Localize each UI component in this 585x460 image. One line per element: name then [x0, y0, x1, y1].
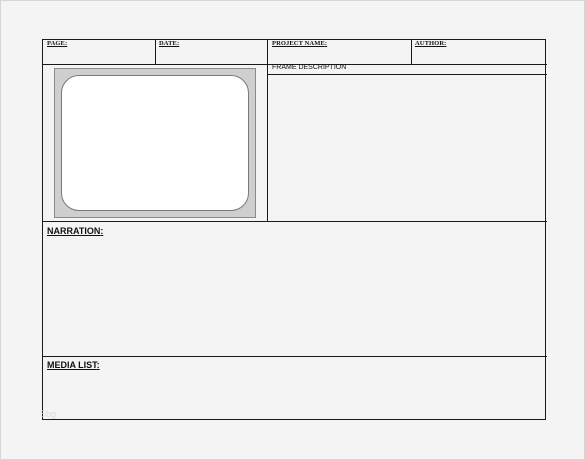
page-label: PAGE : — [47, 40, 67, 47]
watermark-text: Sbg — [40, 409, 57, 419]
frame-description-label: FRAME DESCRIPTION — [272, 64, 347, 71]
media-list-label: MEDIA LIST : — [47, 360, 100, 370]
storyboard-sheet — [42, 39, 546, 420]
main-vertical-divider — [267, 40, 268, 222]
author-label: AUTHOR : — [415, 40, 446, 47]
frame-placeholder — [54, 68, 256, 218]
project-name-label: PROJECT NAME : — [272, 40, 327, 47]
media-top-divider — [43, 356, 547, 357]
frame-screen — [61, 75, 249, 211]
narration-top-divider — [43, 221, 547, 222]
header-split-project-author — [411, 40, 412, 64]
header-divider-left — [43, 64, 267, 65]
narration-label: NARRATION : — [47, 226, 103, 236]
header-split-page-date — [155, 40, 156, 64]
date-label: DATE : — [159, 40, 179, 47]
frame-desc-divider — [267, 74, 547, 75]
